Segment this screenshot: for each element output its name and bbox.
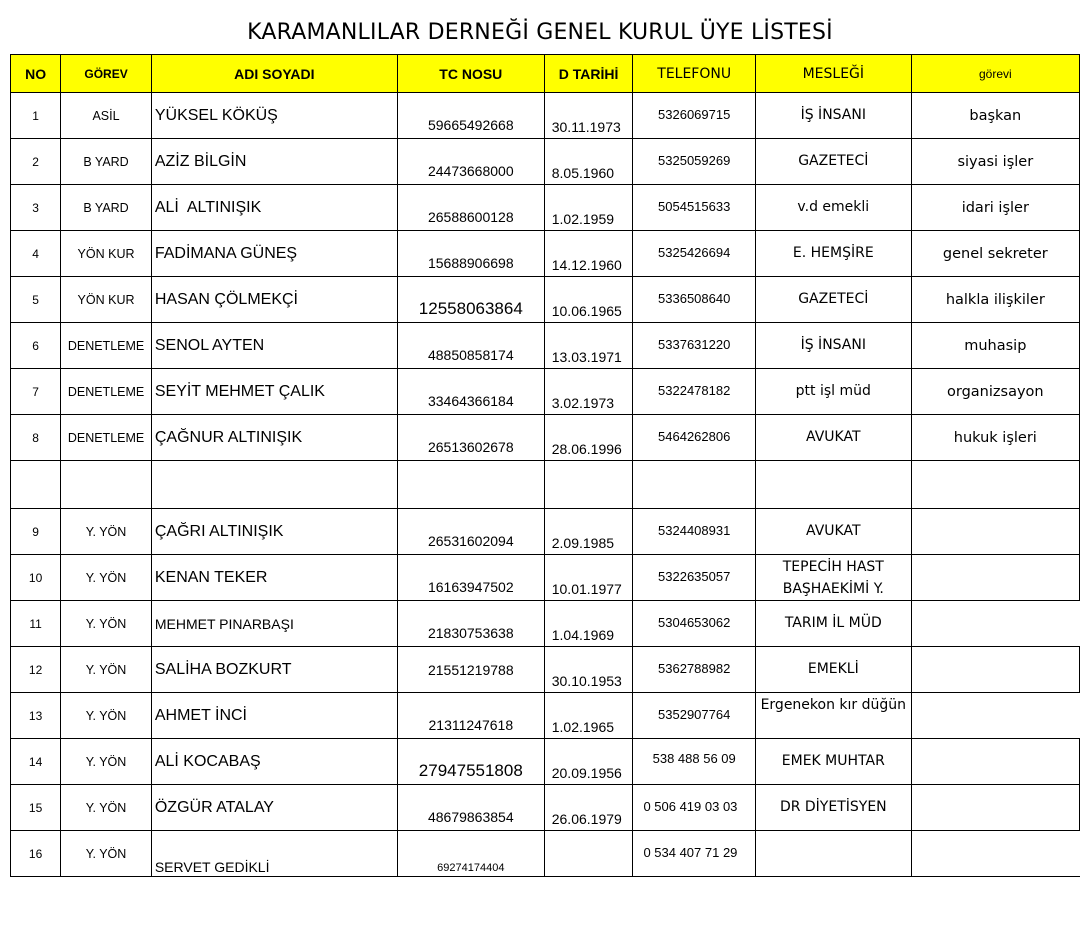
cell-d-tarihi: 20.09.1956 [544,739,633,785]
cell-meslegi: TARIM İL MÜD [755,601,911,647]
table-row [11,231,1080,277]
cell-d-tarihi: 8.05.1960 [544,139,633,185]
cell-gorev: Y. YÖN [61,831,152,877]
member-table [10,54,1080,877]
header-gorev: GÖREV [61,55,152,93]
empty-cell [151,461,397,509]
table-row [11,601,1080,647]
cell-tc-nosu: 21830753638 [397,601,544,647]
empty-cell [911,461,1079,509]
cell-meslegi: DR DİYETİSYEN [755,785,911,831]
table-row [11,93,1080,139]
table-row [11,185,1080,231]
cell-gorev: YÖN KUR [61,277,152,323]
cell-gorevi: siyasi işler [911,139,1079,185]
table-row [11,693,1080,739]
cell-ad-soyadi: AHMET İNCİ [151,693,397,739]
cell-gorevi [911,509,1079,555]
cell-meslegi: Ergenekon kır düğün [755,693,911,739]
cell-ad-soyadi: MEHMET PINARBAŞI [151,601,397,647]
cell-tc-nosu: 24473668000 [397,139,544,185]
cell-meslegi: AVUKAT [755,415,911,461]
cell-d-tarihi: 30.11.1973 [544,93,633,139]
empty-cell [633,461,756,509]
cell-meslegi: E. HEMŞİRE [755,231,911,277]
cell-gorev: YÖN KUR [61,231,152,277]
cell-gorev: B YARD [61,139,152,185]
cell-no: 6 [11,323,61,369]
empty-cell [755,461,911,509]
cell-telefonu: 5464262806 [633,415,756,461]
cell-gorevi [911,785,1079,831]
table-row [11,415,1080,461]
cell-telefonu: 5337631220 [633,323,756,369]
cell-ad-soyadi: ÖZGÜR ATALAY [151,785,397,831]
table-row [11,785,1080,831]
cell-telefonu: 5304653062 [633,601,756,647]
cell-gorevi: organizsayon [911,369,1079,415]
cell-meslegi: ptt işl müd [755,369,911,415]
table-row [11,831,1080,877]
cell-ad-soyadi: SALİHA BOZKURT [151,647,397,693]
cell-meslegi: v.d emekli [755,185,911,231]
cell-gorevi [911,739,1079,785]
cell-meslegi: GAZETECİ [755,277,911,323]
header-no: NO [11,55,61,93]
cell-gorev: Y. YÖN [61,509,152,555]
cell-tc-nosu: 15688906698 [397,231,544,277]
empty-cell [61,461,152,509]
cell-tc-nosu: 21311247618 [397,693,544,739]
cell-d-tarihi: 14.12.1960 [544,231,633,277]
cell-telefonu: 5325426694 [633,231,756,277]
cell-no: 5 [11,277,61,323]
cell-telefonu: 5326069715 [633,93,756,139]
cell-gorev: Y. YÖN [61,601,152,647]
cell-ad-soyadi: KENAN TEKER [151,555,397,601]
cell-ad-soyadi: SERVET GEDİKLİ [151,831,397,877]
cell-telefonu: 5322635057 [633,555,756,601]
cell-telefonu: 5322478182 [633,369,756,415]
cell-ad-soyadi: ÇAĞRI ALTINIŞIK [151,509,397,555]
cell-telefonu: 5352907764 [633,693,756,739]
cell-gorevi: idari işler [911,185,1079,231]
cell-meslegi: İŞ İNSANI [755,93,911,139]
cell-no: 12 [11,647,61,693]
table-row [11,555,1080,601]
table-row [11,739,1080,785]
table-row [11,139,1080,185]
cell-ad-soyadi: ALİ ALTINIŞIK [151,185,397,231]
cell-d-tarihi: 10.01.1977 [544,555,633,601]
cell-gorev: Y. YÖN [61,785,152,831]
cell-meslegi [755,831,911,877]
cell-no: 8 [11,415,61,461]
cell-telefonu: 5336508640 [633,277,756,323]
cell-no: 7 [11,369,61,415]
cell-d-tarihi: 1.04.1969 [544,601,633,647]
cell-ad-soyadi: ALİ KOCABAŞ [151,739,397,785]
cell-no: 9 [11,509,61,555]
cell-no: 3 [11,185,61,231]
cell-ad-soyadi: AZİZ BİLGİN [151,139,397,185]
cell-ad-soyadi: HASAN ÇÖLMEKÇİ [151,277,397,323]
cell-gorev: DENETLEME [61,415,152,461]
cell-gorevi [911,831,1079,877]
cell-tc-nosu: 69274174404 [397,831,544,877]
cell-meslegi: İŞ İNSANI [755,323,911,369]
cell-ad-soyadi: ÇAĞNUR ALTINIŞIK [151,415,397,461]
cell-gorevi: hukuk işleri [911,415,1079,461]
table-row [11,323,1080,369]
cell-telefonu: 0 534 407 71 29 [633,831,756,877]
cell-gorev: B YARD [61,185,152,231]
header-row [11,55,1080,93]
table-row [11,509,1080,555]
cell-gorev: Y. YÖN [61,555,152,601]
cell-meslegi: AVUKAT [755,509,911,555]
cell-no: 11 [11,601,61,647]
cell-tc-nosu: 59665492668 [397,93,544,139]
header-meslegi: MESLEĞİ [755,55,911,93]
cell-d-tarihi: 10.06.1965 [544,277,633,323]
empty-cell [11,461,61,509]
cell-d-tarihi: 30.10.1953 [544,647,633,693]
cell-gorevi: başkan [911,93,1079,139]
cell-gorev: Y. YÖN [61,739,152,785]
cell-gorev: DENETLEME [61,369,152,415]
cell-gorev: Y. YÖN [61,693,152,739]
cell-gorevi [911,693,1079,739]
cell-tc-nosu: 12558063864 [397,277,544,323]
empty-row [11,461,1080,509]
cell-gorevi: genel sekreter [911,231,1079,277]
cell-d-tarihi: 2.09.1985 [544,509,633,555]
cell-meslegi: TEPECİH HAST BAŞHAEKİMİ Y. [755,555,911,601]
cell-gorev: DENETLEME [61,323,152,369]
cell-d-tarihi [544,831,633,877]
table-row [11,277,1080,323]
table-row [11,647,1080,693]
cell-ad-soyadi: SENOL AYTEN [151,323,397,369]
cell-no: 16 [11,831,61,877]
cell-tc-nosu: 26531602094 [397,509,544,555]
cell-gorevi [911,647,1079,693]
cell-telefonu: 0 506 419 03 03 [633,785,756,831]
empty-cell [397,461,544,509]
cell-tc-nosu: 16163947502 [397,555,544,601]
cell-tc-nosu: 26588600128 [397,185,544,231]
header-telefonu: TELEFONU [633,55,756,93]
cell-d-tarihi: 26.06.1979 [544,785,633,831]
cell-tc-nosu: 27947551808 [397,739,544,785]
page-title: KARAMANLILAR DERNEĞİ GENEL KURUL ÜYE LİSTESİ [247,20,833,45]
cell-telefonu: 5325059269 [633,139,756,185]
header-tc-nosu: TC NOSU [397,55,544,93]
cell-d-tarihi: 1.02.1965 [544,693,633,739]
cell-meslegi: EMEKLİ [755,647,911,693]
cell-no: 4 [11,231,61,277]
cell-no: 2 [11,139,61,185]
cell-gorevi [911,601,1079,647]
cell-tc-nosu: 33464366184 [397,369,544,415]
cell-d-tarihi: 1.02.1959 [544,185,633,231]
cell-gorevi: muhasip [911,323,1079,369]
cell-d-tarihi: 13.03.1971 [544,323,633,369]
cell-telefonu: 5324408931 [633,509,756,555]
cell-gorev: ASİL [61,93,152,139]
cell-gorev: Y. YÖN [61,647,152,693]
cell-telefonu: 5362788982 [633,647,756,693]
cell-meslegi: EMEK MUHTAR [755,739,911,785]
cell-meslegi: GAZETECİ [755,139,911,185]
cell-tc-nosu: 48679863854 [397,785,544,831]
cell-no: 1 [11,93,61,139]
header-gorevi: görevi [911,55,1079,93]
cell-d-tarihi: 3.02.1973 [544,369,633,415]
cell-no: 13 [11,693,61,739]
empty-cell [544,461,633,509]
header-d-tarihi: D TARİHİ [544,55,633,93]
cell-no: 15 [11,785,61,831]
cell-telefonu: 5054515633 [633,185,756,231]
cell-telefonu: 538 488 56 09 [633,739,756,785]
cell-ad-soyadi: FADİMANA GÜNEŞ [151,231,397,277]
cell-ad-soyadi: SEYİT MEHMET ÇALIK [151,369,397,415]
cell-no: 10 [11,555,61,601]
cell-tc-nosu: 48850858174 [397,323,544,369]
cell-tc-nosu: 26513602678 [397,415,544,461]
header-ad-soyadi: ADI SOYADI [151,55,397,93]
cell-no: 14 [11,739,61,785]
cell-tc-nosu: 21551219788 [397,647,544,693]
cell-gorevi [911,555,1079,601]
cell-gorevi: halkla ilişkiler [911,277,1079,323]
cell-ad-soyadi: YÜKSEL KÖKÜŞ [151,93,397,139]
table-row [11,369,1080,415]
cell-d-tarihi: 28.06.1996 [544,415,633,461]
